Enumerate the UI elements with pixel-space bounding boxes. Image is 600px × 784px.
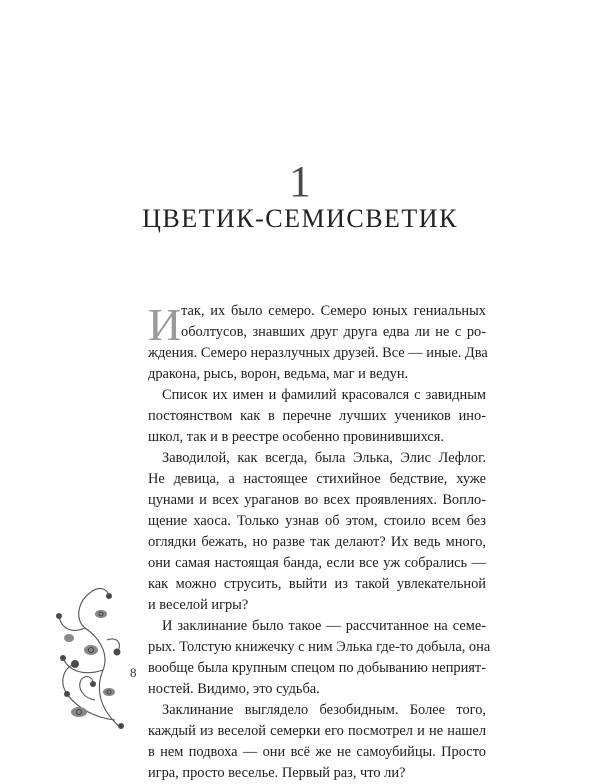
body-text xyxy=(148,299,491,784)
text-line: так, их было семеро. Семеро юных гениальных xyxy=(181,303,486,319)
text-line: школ, так и в реестре особенно провинившихся. xyxy=(148,429,445,445)
text-line: и веселой игры? xyxy=(148,597,249,613)
text-line: игра, просто веселье. Первый раз, что ли? xyxy=(148,765,406,781)
floral-ornament-icon xyxy=(55,580,130,730)
text-line: Заводилой, как всегда, была Элька, Элис Лефлог. xyxy=(162,450,486,466)
text-line: ждения. Семеро неразлучных друзей. Все — иные. Два xyxy=(148,345,488,361)
text-line: вообще была крупным спецом по добыванию неприят- xyxy=(148,660,486,676)
text-line: как можно струсить, выйти из такой увлекательной xyxy=(148,576,486,592)
text-line: оглядки бежать, но разве так делают? Их ведь много, xyxy=(148,534,486,550)
text-line: постоянством как в перечне лучших учеников ино- xyxy=(148,408,486,424)
page-number: 8 xyxy=(130,665,137,680)
drop-cap: И xyxy=(148,299,182,350)
text-line: цунами и всех ураганов во всех проявлениях. Вопло- xyxy=(148,492,486,508)
text-line: в нем подвоха — они всё же не самоубийцы. Просто xyxy=(148,744,486,760)
chapter-title: ЦВЕТИК-СЕМИСВЕТИК xyxy=(142,204,458,233)
text-line: ностей. Видимо, это судьба. xyxy=(148,681,320,697)
text-line: каждый из веселой семерки его посмотрел и не нашел xyxy=(148,723,486,739)
text-line: щение хаоса. Только узнав об этом, стоило всем без xyxy=(148,513,486,529)
text-line: оболтусов, знавших друг друга едва ли не с ро- xyxy=(181,324,486,340)
text-line: И заклинание было такое — рассчитанное на семе- xyxy=(162,618,486,634)
text-line: рых. Толстую книжечку с ним Элька где-то добыла, она xyxy=(148,639,491,655)
text-line: Не девица, а настоящее стихийное бедствие, хуже xyxy=(148,471,486,487)
chapter-number: 1 xyxy=(289,157,311,206)
text-line: они самая настоящая банда, если все уж собрались — xyxy=(148,555,486,571)
text-line: Заклинание выглядело безобидным. Более того, xyxy=(162,702,486,718)
text-line: Список их имен и фамилий красовался с завидным xyxy=(162,387,486,403)
text-line: дракона, рысь, ворон, ведьма, маг и ведун. xyxy=(148,366,409,382)
